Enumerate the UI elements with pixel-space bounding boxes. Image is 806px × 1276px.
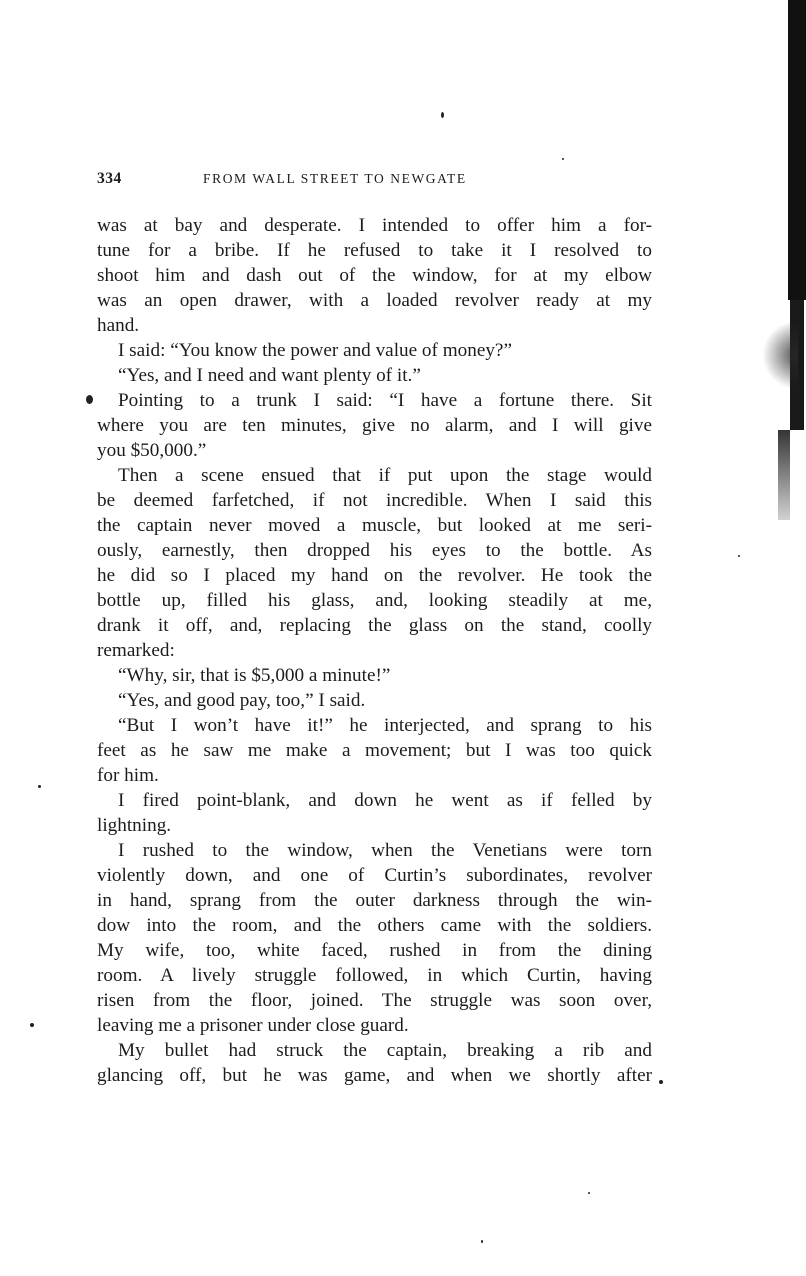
speck <box>30 1023 34 1027</box>
text-line: where you are ten minutes, give no alarm, and I will give <box>97 415 652 436</box>
text-line: tune for a bribe. If he refused to take it I resolved to <box>97 240 652 261</box>
text-line: dow into the room, and the others came with the soldiers. <box>97 915 652 936</box>
text-line: I said: “You know the power and value of money?” <box>118 340 512 361</box>
page-header <box>97 170 655 192</box>
text-line: was at bay and desperate. I intended to offer him a for- <box>97 215 652 236</box>
speck <box>562 158 564 160</box>
speck <box>588 1192 590 1194</box>
text-line: drank it off, and, replacing the glass on the stand, coolly <box>97 615 652 636</box>
text-line: risen from the floor, joined. The struggle was soon over, <box>97 990 652 1011</box>
text-line: in hand, sprang from the outer darkness through the win- <box>97 890 652 911</box>
text-line: ously, earnestly, then dropped his eyes to the bottle. As <box>97 540 652 561</box>
speck <box>738 555 740 557</box>
text-line: I fired point-blank, and down he went as if felled by <box>118 790 652 811</box>
body-text <box>97 213 652 1088</box>
text-line: glancing off, but he was game, and when we shortly after <box>97 1065 652 1086</box>
text-line: room. A lively struggle followed, in which Curtin, having <box>97 965 652 986</box>
text-line: the captain never moved a muscle, but looked at me seri- <box>97 515 652 536</box>
text-line: Pointing to a trunk I said: “I have a fortune there. Sit <box>118 390 652 411</box>
scan-edge-top <box>788 0 806 300</box>
text-line: shoot him and dash out of the window, for at my elbow <box>97 265 652 286</box>
speck <box>659 1080 663 1084</box>
text-line: leaving me a prisoner under close guard. <box>97 1015 409 1036</box>
text-line: hand. <box>97 315 140 336</box>
text-line: bottle up, filled his glass, and, looking steadily at me, <box>97 590 652 611</box>
speck <box>441 112 444 118</box>
text-line: “Yes, and I need and want plenty of it.” <box>118 365 421 386</box>
text-line: you $50,000.” <box>97 440 207 461</box>
speck <box>481 1240 483 1243</box>
text-line: “But I won’t have it!” he interjected, and sprang to his <box>118 715 652 736</box>
text-line: My wife, too, white faced, rushed in from the dining <box>97 940 652 961</box>
text-line: for him. <box>97 765 159 786</box>
scan-edge-shadow <box>786 0 806 1276</box>
scan-edge-bleed <box>762 320 798 390</box>
margin-mark <box>86 395 93 404</box>
text-line: My bullet had struck the captain, breaking a rib and <box>118 1040 652 1061</box>
text-line: was an open drawer, with a loaded revolver ready at my <box>97 290 652 311</box>
running-title: FROM WALL STREET TO NEWGATE <box>203 171 467 186</box>
text-line: I rushed to the window, when the Venetians were torn <box>118 840 652 861</box>
scan-edge-fade <box>778 430 790 520</box>
text-line: be deemed farfetched, if not incredible. When I said this <box>97 490 652 511</box>
text-line: “Why, sir, that is $5,000 a minute!” <box>118 665 391 686</box>
text-line: violently down, and one of Curtin’s subordinates, revolver <box>97 865 652 886</box>
text-line: remarked: <box>97 640 175 661</box>
page-number: 334 <box>97 170 122 187</box>
text-line: lightning. <box>97 815 172 836</box>
speck <box>38 785 41 788</box>
text-line: he did so I placed my hand on the revolver. He took the <box>97 565 652 586</box>
text-line: “Yes, and good pay, too,” I said. <box>118 690 366 711</box>
text-line: feet as he saw me make a movement; but I was too quick <box>97 740 652 761</box>
text-line: Then a scene ensued that if put upon the stage would <box>118 465 652 486</box>
